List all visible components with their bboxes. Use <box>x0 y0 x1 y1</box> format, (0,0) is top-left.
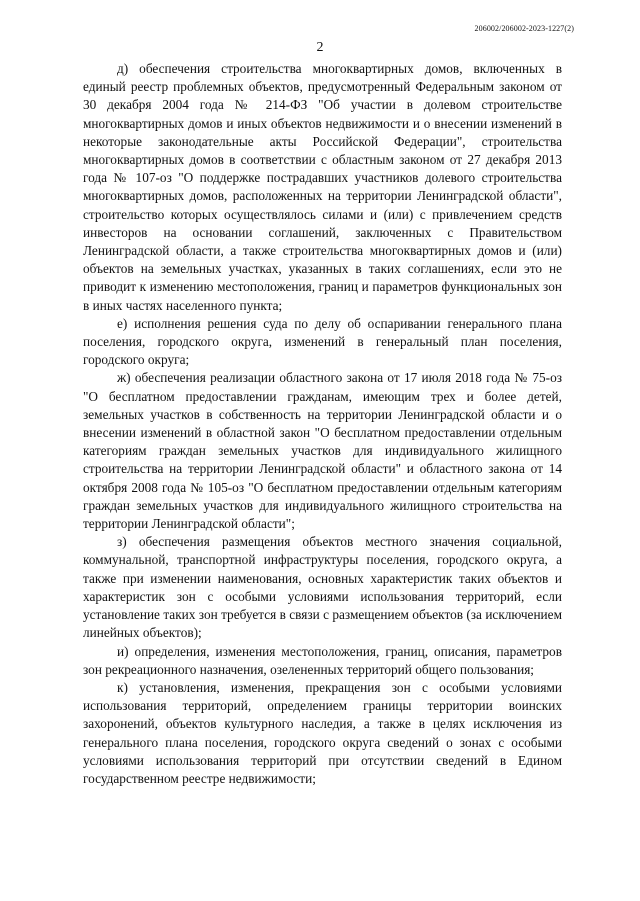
paragraph-k: к) установления, изменения, прекращения зон с особыми условиями использования территорий, определением границы территории воинских захоронений, объектов культурного наследия, а также в целях исключения из генерального плана поселения, городского округа сведений о зонах с особыми условиями использования территорий при отсутствии сведений в Едином государственном реестре недвижимости; <box>83 679 562 786</box>
paragraph-z: з) обеспечения размещения объектов местного значения социальной, коммунальной, транспортной инфраструктуры поселения, городского округа, а также при изменении наименования, основных характеристик таких объектов и характеристик зон с особыми условиями использования территорий, если установление таких зон требуется в связи с размещением объектов (за исключением линейных объектов); <box>83 534 562 641</box>
document-registration-code: 206002/206002-2023-1227(2) <box>474 24 574 33</box>
document-body <box>83 60 562 788</box>
paragraph-i: и) определения, изменения местоположения, границ, описания, параметров зон рекреационного назначения, озелененных территорий общего пользования; <box>83 643 562 677</box>
paragraph-zh: ж) обеспечения реализации областного закона от 17 июля 2018 года № 75-оз "О бесплатном предоставлении гражданам, имеющим трех и более детей, земельных участков в собственность на территории Ленинградской области и о внесении изменений в областной закон "О бесплатном предоставлении отдельным категориям граждан земельных участков для индивидуального жилищного строительства на территории Ленинградской области" и областного закона от 14 октября 2008 года № 105-оз "О бесплатном предоставлении отдельным категориям граждан земельных участков для индивидуального жилищного строительства на территории Ленинградской области"; <box>83 370 562 532</box>
paragraph-e: е) исполнения решения суда по делу об оспаривании генерального плана поселения, городского округа, изменений в генеральный план поселения, городского округа; <box>83 315 562 368</box>
paragraph-d: д) обеспечения строительства многоквартирных домов, включенных в единый реестр проблемных объектов, предусмотренный Федеральным законом от 30 декабря 2004 года № 214-ФЗ "Об участии в долевом строительстве многоквартирных домов и иных объектов недвижимости и о внесении изменений в некоторые законодательные акты Российской Федерации", строительства многоквартирных домов в соответствии с областным законом от 27 декабря 2013 года № 107-оз "О поддержке пострадавших участников долевого строительства многоквартирных домов, расположенных на территории Ленинградской области", строительство которых осуществлялось силами и (или) с привлечением средств инвесторов на основании соглашений, заключенных с Правительством Ленинградской области, а также строительства многоквартирных домов и (или) объектов на земельных участках, указанных в таких соглашениях, если это не приводит к изменению местоположения, границ и параметров функциональных зон в иных частях населенного пункта; <box>83 61 562 313</box>
page-number: 2 <box>316 40 324 55</box>
